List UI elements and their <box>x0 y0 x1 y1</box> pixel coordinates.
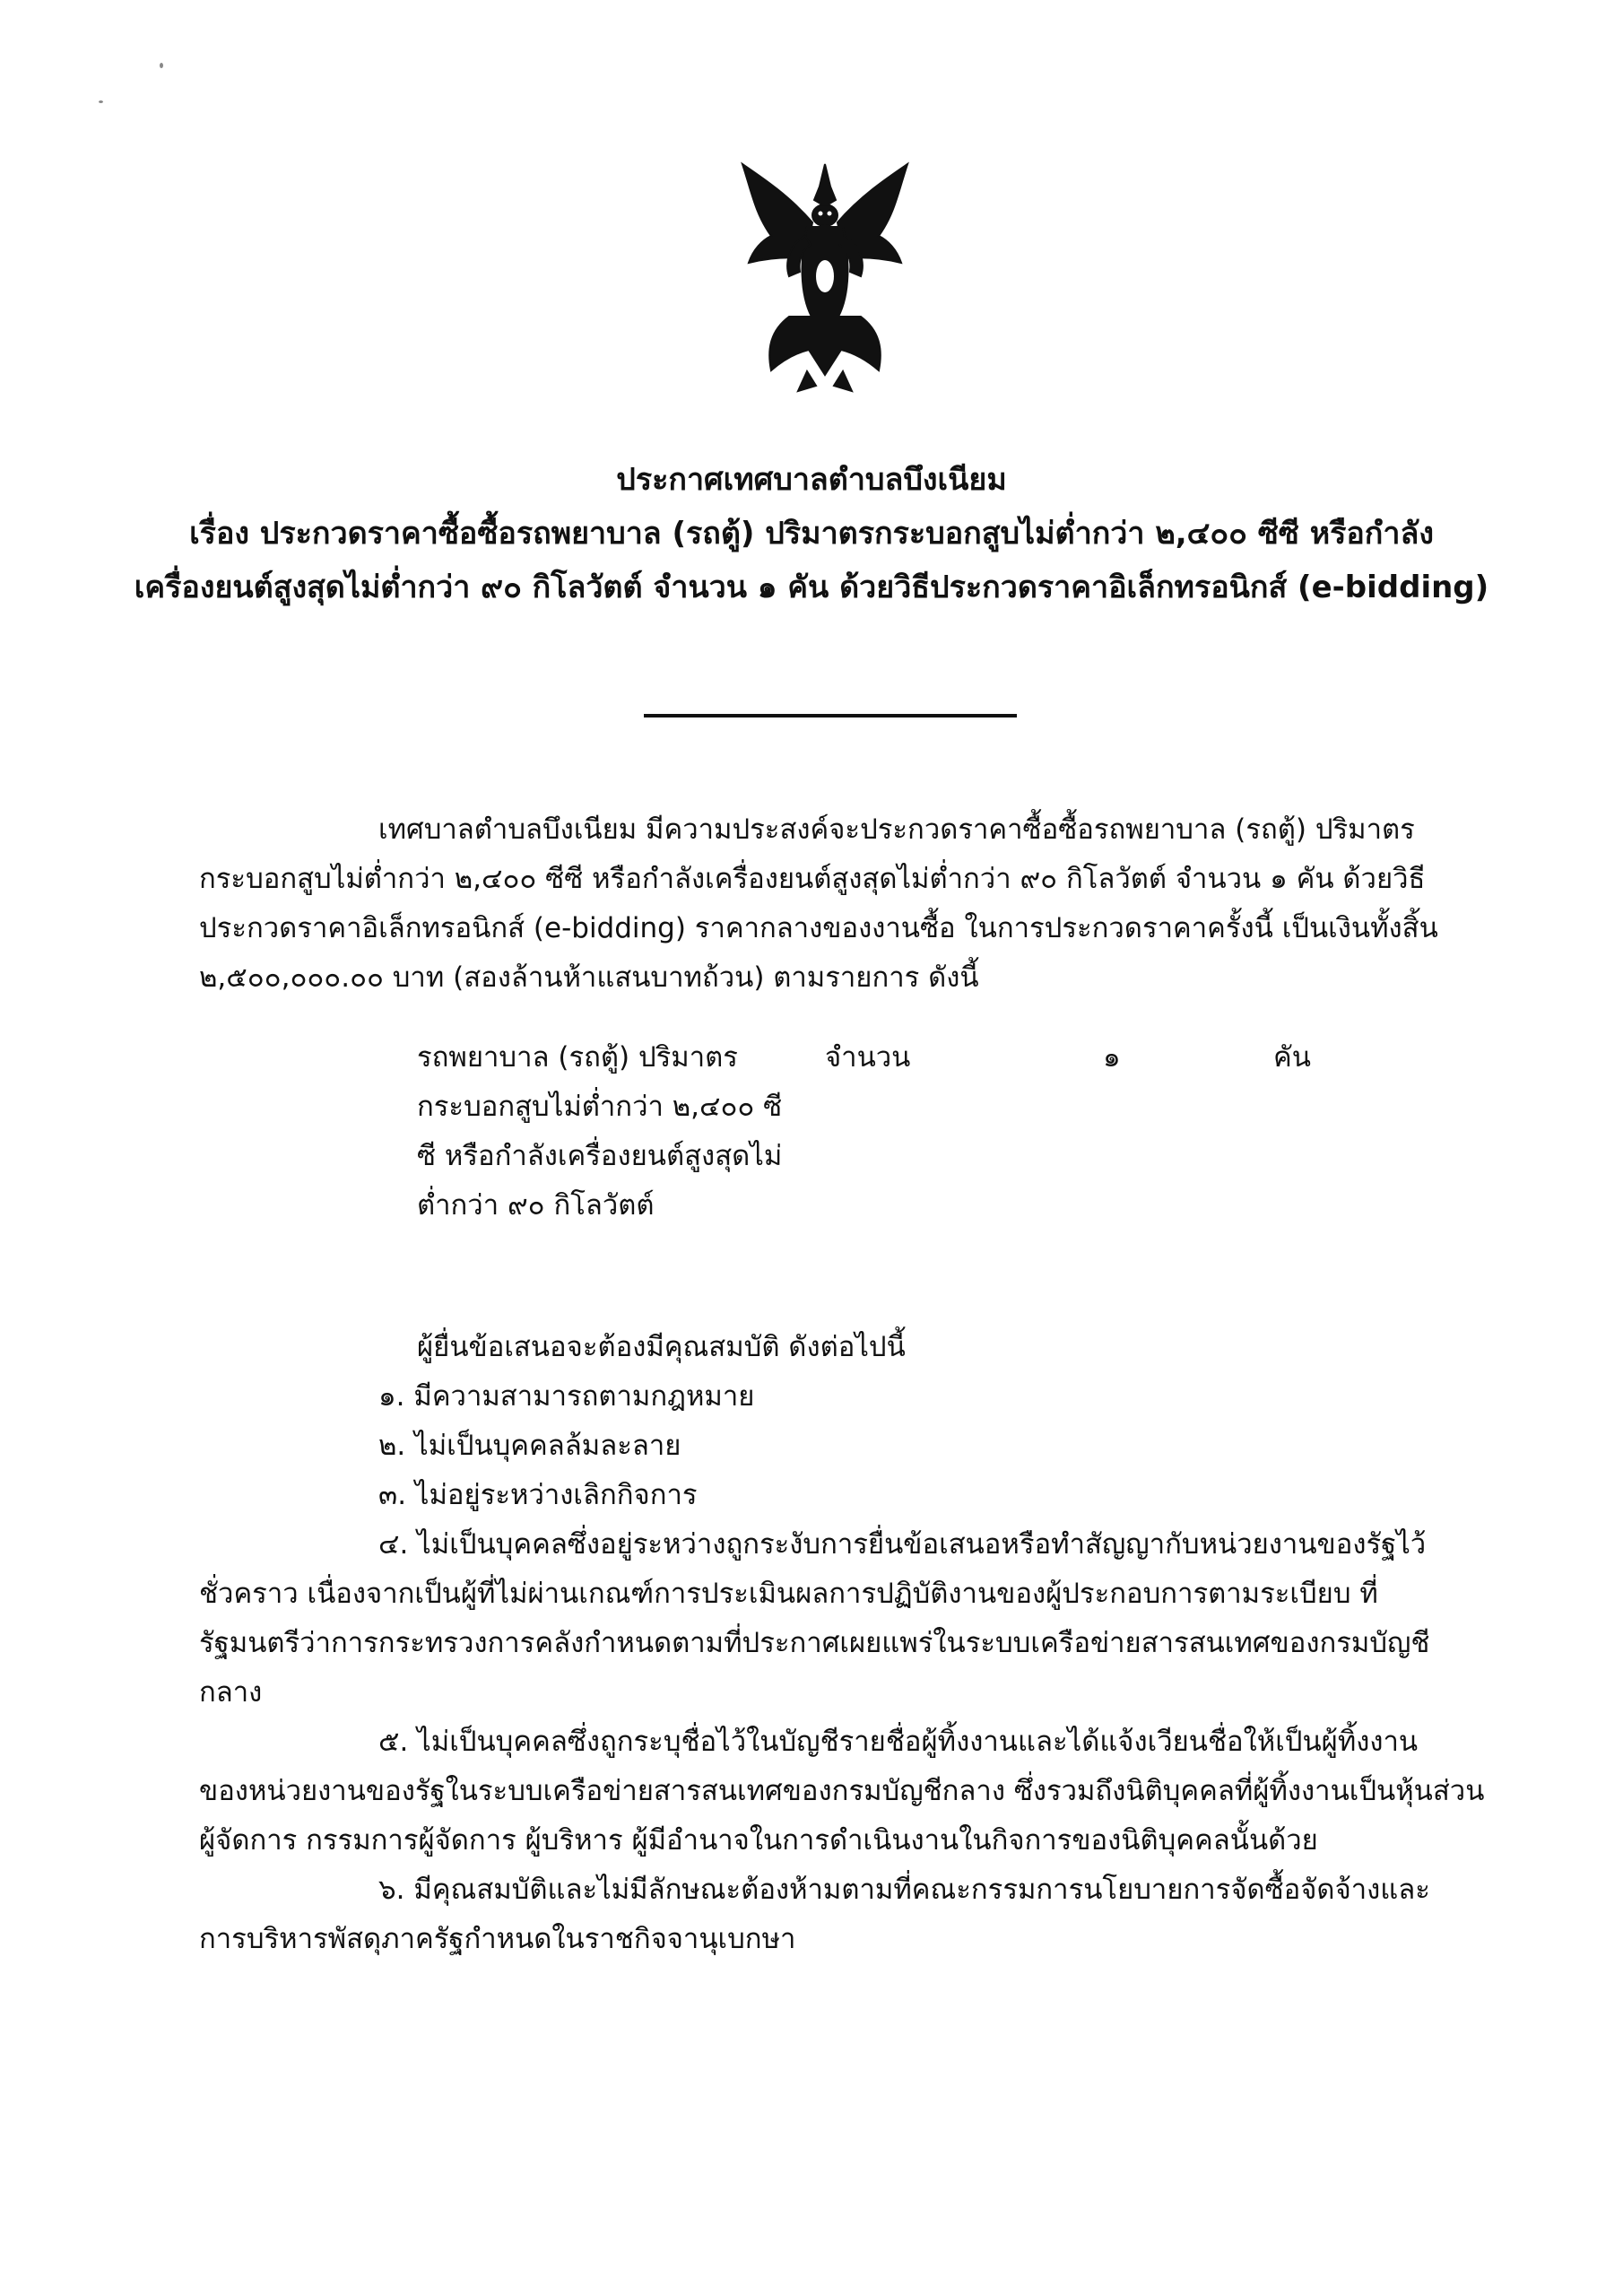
qualification-4-line-1: ๔. ไม่เป็นบุคคลซึ่งอยู่ระหว่างถูกระงับการยื่นข้อเสนอหรือทำสัญญากับหน่วยงานของรัฐไว้ <box>378 1528 1427 1561</box>
qualification-5-line-1: ๕. ไม่เป็นบุคคลซึ่งถูกระบุชื่อไว้ในบัญชีรายชื่อผู้ทิ้งงานและได้แจ้งเวียนชื่อให้เป็นผู้ทิ้งงาน <box>378 1726 1419 1758</box>
item-name-line-1: รถพยาบาล (รถตู้) ปริมาตร <box>417 1041 738 1074</box>
intro-line-1: เทศบาลตำบลบึงเนียม มีความประสงค์จะประกวดราคาซื้อซื้อรถพยาบาล (รถตู้) ปริมาตร <box>378 813 1415 846</box>
title-line-1: ประกาศเทศบาลตำบลบึงเนียม <box>616 462 1007 498</box>
item-quantity-label: จำนวน <box>825 1041 911 1074</box>
qualifications-heading: ผู้ยื่นข้อเสนอจะต้องมีคุณสมบัติ ดังต่อไปนี้ <box>417 1331 906 1363</box>
qualification-4-line-3: รัฐมนตรีว่าการกระทรวงการคลังกำหนดตามที่ประกาศเผยแพร่ในระบบเครือข่ายสารสนเทศของกรมบัญชี <box>199 1627 1430 1659</box>
item-name-line-3: ซี หรือกำลังเครื่องยนต์สูงสุดไม่ <box>417 1140 783 1172</box>
item-quantity: ๑ <box>1103 1041 1121 1074</box>
scan-speck <box>160 63 163 68</box>
document-title <box>117 453 1506 614</box>
intro-line-4: ๒,๕๐๐,๐๐๐.๐๐ บาท (สองล้านห้าแสนบาทถ้วน) ตามรายการ ดังนี้ <box>199 961 979 994</box>
item-name-line-4: ต่ำกว่า ๙๐ กิโลวัตต์ <box>417 1189 655 1222</box>
title-line-2: เรื่อง ประกวดราคาซื้อซื้อรถพยาบาล (รถตู้) ปริมาตรกระบอกสูบไม่ต่ำกว่า ๒,๔๐๐ ซีซี หรือกำลัง <box>189 516 1434 552</box>
scan-speck <box>99 100 103 103</box>
item-name-line-2: กระบอกสูบไม่ต่ำกว่า ๒,๔๐๐ ซี <box>417 1091 783 1123</box>
qualification-6-line-2: การบริหารพัสดุภาครัฐกำหนดในราชกิจจานุเบกษา <box>199 1923 796 1955</box>
item-name <box>417 1033 794 1231</box>
qualification-6-line-1: ๖. มีคุณสมบัติและไม่มีลักษณะต้องห้ามตามที่คณะกรรมการนโยบายการจัดซื้อจัดจ้างและ <box>378 1874 1430 1906</box>
qualification-5-line-3: ผู้จัดการ กรรมการผู้จัดการ ผู้บริหาร ผู้มีอำนาจในการดำเนินงานในกิจการของนิติบุคคลนั้นด้วย <box>199 1824 1318 1857</box>
garuda-emblem-icon <box>735 160 915 393</box>
qualification-5-line-2: ของหน่วยงานของรัฐในระบบเครือข่ายสารสนเทศของกรมบัญชีกลาง ซึ่งรวมถึงนิติบุคคลที่ผู้ทิ้งงานเป็นหุ้นส่วน <box>199 1775 1485 1807</box>
qualification-4-line-4: กลาง <box>199 1676 263 1709</box>
title-divider <box>644 714 1017 718</box>
qualification-4-line-2: ชั่วคราว เนื่องจากเป็นผู้ที่ไม่ผ่านเกณฑ์การประเมินผลการปฏิบัติงานของผู้ประกอบการตามระเบียบ ที่ <box>199 1578 1378 1610</box>
title-line-3: เครื่องยนต์สูงสุดไม่ต่ำกว่า ๙๐ กิโลวัตต์ จำนวน ๑ คัน ด้วยวิธีประกวดราคาอิเล็กทรอนิกส์ (e-bidding) <box>134 570 1489 605</box>
intro-line-2: กระบอกสูบไม่ต่ำกว่า ๒,๔๐๐ ซีซี หรือกำลังเครื่องยนต์สูงสุดไม่ต่ำกว่า ๙๐ กิโลวัตต์ จำนวน ๑ คัน ด้วยวิธี <box>199 863 1426 895</box>
qualification-3: ๓. ไม่อยู่ระหว่างเลิกกิจการ <box>378 1479 698 1511</box>
item-unit: คัน <box>1273 1041 1311 1074</box>
intro-line-3: ประกวดราคาอิเล็กทรอนิกส์ (e-bidding) ราคากลางของงานซื้อ ในการประกวดราคาครั้งนี้ เป็นเงินทั้งสิ้น <box>199 912 1438 944</box>
qualification-2: ๒. ไม่เป็นบุคคลล้มละลาย <box>378 1430 681 1462</box>
qualification-1: ๑. มีความสามารถตามกฎหมาย <box>378 1380 755 1413</box>
